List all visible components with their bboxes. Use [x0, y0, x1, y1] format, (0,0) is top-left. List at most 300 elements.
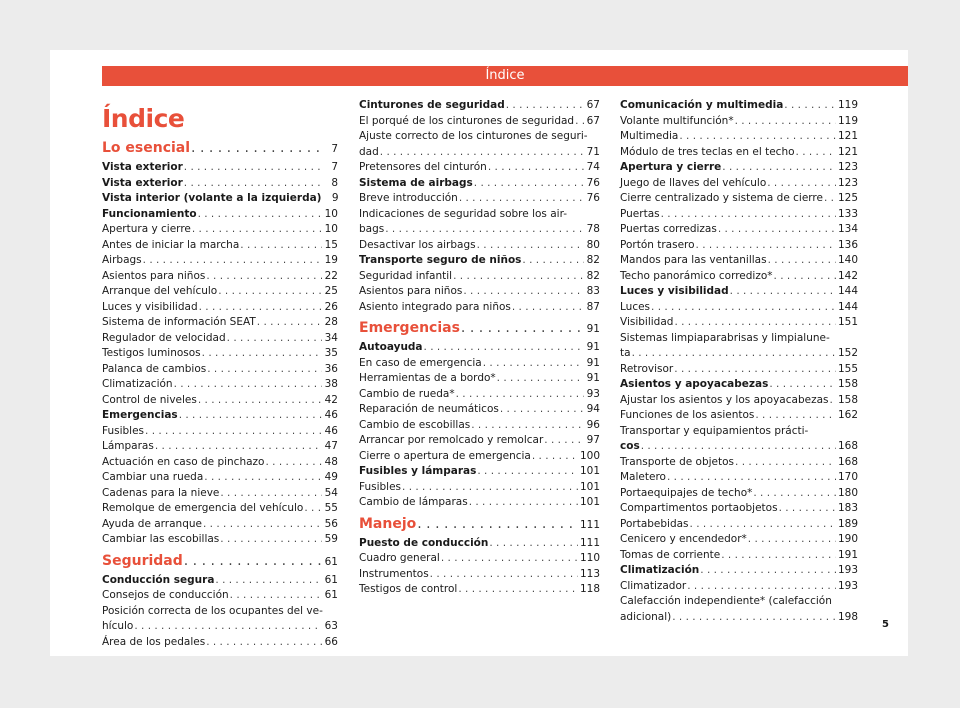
- toc-entry[interactable]: [102, 635, 338, 651]
- toc-entry[interactable]: [359, 433, 600, 449]
- toc-page-number: 183: [837, 502, 858, 514]
- dot-leader: [424, 340, 584, 356]
- toc-page-number: 59: [324, 533, 338, 545]
- toc-entry[interactable]: [620, 114, 858, 130]
- toc-entry[interactable]: [620, 486, 858, 502]
- toc-page-number: 144: [837, 300, 858, 313]
- toc-entry-title: Arrancar por remolcado y remolcar: [359, 434, 544, 446]
- toc-entry-title: Testigos de control: [359, 583, 458, 595]
- toc-entry[interactable]: [359, 418, 600, 434]
- toc-entry-title: Seguridad: [102, 552, 183, 569]
- toc-entry-title: Vista exterior: [102, 176, 183, 189]
- toc-page-number: 136: [837, 238, 858, 251]
- dot-leader: [184, 550, 322, 572]
- toc-page-number: 63: [324, 620, 338, 632]
- toc-entry[interactable]: [359, 284, 600, 300]
- toc-entry[interactable]: [620, 269, 858, 285]
- toc-entry[interactable]: [102, 284, 338, 300]
- toc-page-number: 87: [586, 300, 600, 313]
- dot-leader: [380, 145, 584, 161]
- toc-entry[interactable]: [620, 98, 858, 114]
- toc-entry-title: Climatizador: [620, 579, 687, 592]
- toc-entry-title: Tomas de corriente: [620, 548, 721, 561]
- toc-page-number: 80: [586, 238, 600, 251]
- dot-leader: [632, 346, 836, 362]
- dot-leader: [198, 207, 322, 223]
- toc-entry-title: Luces y visibilidad: [620, 285, 729, 297]
- toc-entry-title: Maletero: [620, 471, 666, 483]
- toc-page-number: 76: [586, 176, 600, 189]
- toc-entry[interactable]: [620, 176, 858, 192]
- toc-page-number: 101: [579, 496, 600, 508]
- toc-entry-title: Apertura y cierre: [102, 223, 191, 235]
- toc-entry[interactable]: [620, 160, 858, 176]
- toc-entry-title: Airbags: [102, 254, 142, 266]
- toc-entry-title: Cambio de lámparas: [359, 496, 468, 508]
- toc-entry[interactable]: [620, 284, 858, 300]
- toc-entry[interactable]: [102, 315, 338, 331]
- toc-entry-title: Visibilidad: [620, 316, 674, 328]
- dot-leader: [700, 563, 836, 579]
- dot-leader: [257, 315, 322, 331]
- dot-leader: [240, 238, 322, 254]
- toc-page-number: 61: [324, 573, 338, 586]
- toc-section[interactable]: [359, 317, 600, 340]
- toc-entry[interactable]: [102, 253, 338, 269]
- toc-entry-title: Volante multifunción*: [620, 114, 734, 127]
- toc-entry-title: Actuación en caso de pinchazo: [102, 455, 265, 468]
- toc-entry-title: Control de niveles: [102, 393, 197, 406]
- toc-entry[interactable]: [102, 222, 338, 238]
- dot-leader: [483, 356, 584, 372]
- dot-leader: [830, 393, 836, 409]
- toc-page-number: 76: [586, 192, 600, 204]
- toc-entry[interactable]: [359, 191, 600, 207]
- toc-entry[interactable]: [102, 160, 338, 176]
- toc-entry[interactable]: [102, 408, 338, 424]
- toc-entry[interactable]: [620, 548, 858, 564]
- toc-page-number: 168: [837, 440, 858, 452]
- toc-section[interactable]: [359, 513, 600, 536]
- toc-entry[interactable]: [359, 371, 600, 387]
- dot-leader: [184, 160, 322, 176]
- dot-leader: [721, 548, 836, 564]
- toc-entry[interactable]: [102, 532, 338, 548]
- toc-entry-title: Mandos para las ventanillas: [620, 254, 767, 266]
- dot-leader: [769, 377, 836, 393]
- toc-entry[interactable]: [359, 300, 600, 316]
- toc-entry[interactable]: [620, 470, 858, 486]
- toc-entry-title: Lámparas: [102, 440, 154, 452]
- toc-entry-title: Instrumentos: [359, 567, 429, 580]
- toc-entry-title: Arranque del vehículo: [102, 285, 218, 297]
- toc-entry-title: Calefacción independiente* (calefacción: [620, 595, 832, 607]
- toc-entry[interactable]: [359, 356, 600, 372]
- toc-entry-title: Climatización: [102, 378, 173, 390]
- toc-entry[interactable]: [359, 114, 600, 130]
- toc-entry[interactable]: [102, 517, 338, 533]
- toc-entry-title: Fusibles y lámparas: [359, 465, 477, 477]
- dot-leader: [191, 137, 322, 159]
- toc-page-number: 36: [324, 362, 338, 375]
- dot-leader: [477, 464, 578, 480]
- dot-leader: [227, 331, 322, 347]
- toc-entry[interactable]: [620, 594, 858, 625]
- dot-leader: [687, 579, 836, 595]
- toc-entry-title: Testigos luminosos: [102, 347, 201, 359]
- toc-page-number: 189: [837, 517, 858, 530]
- toc-entry-title: Seguridad infantil: [359, 269, 453, 282]
- toc-entry-title: Funciones de los asientos: [620, 409, 755, 421]
- toc-entry-title: Emergencias: [359, 320, 460, 336]
- toc-entry[interactable]: [102, 238, 338, 254]
- dot-leader: [220, 532, 322, 548]
- toc-entry[interactable]: [620, 563, 858, 579]
- toc-entry-title: Luces: [620, 300, 651, 313]
- toc-page-number: 162: [837, 409, 858, 421]
- toc-entry-title: Módulo de tres teclas en el techo: [620, 145, 795, 158]
- toc-page-number: 155: [837, 362, 858, 375]
- toc-entry[interactable]: [359, 464, 600, 480]
- toc-entry[interactable]: [359, 495, 600, 511]
- dot-leader: [690, 517, 836, 533]
- toc-page-number: 8: [331, 176, 338, 189]
- toc-entry-title: Cambio de rueda*: [359, 387, 455, 400]
- toc-entry[interactable]: [620, 129, 858, 145]
- toc-entry-title: Vista interior (volante a la izquierda): [102, 192, 322, 204]
- dot-leader: [774, 269, 836, 285]
- toc-page-number: 82: [586, 269, 600, 282]
- toc-entry[interactable]: [359, 238, 600, 254]
- toc-page-number: 193: [837, 579, 858, 592]
- toc-entry[interactable]: [620, 145, 858, 161]
- toc-entry[interactable]: [102, 377, 338, 393]
- toc-page-number: 158: [837, 393, 858, 406]
- dot-leader: [755, 408, 836, 424]
- toc-page-number: 82: [586, 254, 600, 266]
- dot-leader: [174, 377, 322, 393]
- toc-entry-title-cont: ta: [620, 347, 631, 359]
- dot-leader: [651, 300, 836, 316]
- toc-entry[interactable]: [359, 340, 600, 356]
- dot-leader: [768, 253, 836, 269]
- toc-entry[interactable]: [359, 567, 600, 583]
- toc-entry[interactable]: [359, 480, 600, 496]
- toc-entry-title: Ajuste correcto de los cinturones de seguri-: [359, 130, 588, 142]
- toc-entry[interactable]: [102, 346, 338, 362]
- toc-page-number: 67: [586, 99, 600, 111]
- dot-leader: [796, 145, 836, 161]
- toc-entry[interactable]: [102, 573, 338, 589]
- toc-entry[interactable]: [102, 501, 338, 517]
- toc-page-number: 123: [837, 176, 858, 189]
- dot-leader: [469, 495, 578, 511]
- header-bar: Índice: [102, 66, 908, 86]
- dot-leader: [718, 222, 836, 238]
- toc-entry[interactable]: [359, 449, 600, 465]
- toc-section[interactable]: [102, 550, 338, 573]
- toc-page-number: 28: [324, 316, 338, 328]
- toc-entry-title: Asientos y apoyacabezas: [620, 378, 769, 390]
- toc-page-number: 198: [837, 610, 858, 623]
- document-page: [50, 50, 908, 656]
- toc-page-number: 42: [324, 393, 338, 406]
- toc-entry-title: Luces y visibilidad: [102, 300, 198, 313]
- dot-leader: [532, 449, 578, 465]
- toc-entry[interactable]: [620, 424, 858, 455]
- toc-entry[interactable]: [102, 455, 338, 471]
- toc-entry[interactable]: [102, 393, 338, 409]
- dot-leader: [522, 253, 584, 269]
- toc-page-number: 34: [324, 331, 338, 344]
- toc-entry[interactable]: [620, 393, 858, 409]
- toc-entry[interactable]: [620, 222, 858, 238]
- toc-entry-title: Portabebidas: [620, 517, 689, 530]
- toc-entry[interactable]: [102, 300, 338, 316]
- toc-entry-title: Portón trasero: [620, 238, 695, 251]
- toc-page-number: 74: [586, 161, 600, 173]
- toc-entry[interactable]: [620, 362, 858, 378]
- toc-entry[interactable]: [102, 588, 338, 604]
- toc-entry-title: Antes de iniciar la marcha: [102, 238, 240, 251]
- toc-page-number: 67: [586, 114, 600, 127]
- toc-entry[interactable]: [102, 424, 338, 440]
- toc-page-number: 46: [324, 409, 338, 421]
- toc-page-number: 26: [324, 300, 338, 313]
- dot-leader: [184, 176, 322, 192]
- dot-leader: [679, 129, 836, 145]
- toc-entry[interactable]: [620, 579, 858, 595]
- toc-entry[interactable]: [359, 160, 600, 176]
- toc-entry[interactable]: [102, 604, 338, 635]
- dot-leader: [218, 284, 322, 300]
- toc-page-number: 38: [324, 378, 338, 390]
- toc-entry[interactable]: [620, 331, 858, 362]
- toc-entry[interactable]: [102, 362, 338, 378]
- dot-leader: [767, 176, 836, 192]
- toc-entry-title: Transportar y equipamientos prácti-: [620, 424, 809, 437]
- toc-page-number: 121: [837, 130, 858, 142]
- toc-entry-title: Palanca de cambios: [102, 362, 207, 375]
- toc-entry[interactable]: [620, 300, 858, 316]
- toc-entry-title: Cambio de escobillas: [359, 418, 471, 431]
- toc-entry[interactable]: [620, 207, 858, 223]
- toc-entry[interactable]: [102, 331, 338, 347]
- toc-entry-title: Lo esencial: [102, 140, 191, 156]
- toc-entry-title: Área de los pedales: [102, 635, 206, 648]
- toc-entry-title: Indicaciones de seguridad sobre los air-: [359, 207, 568, 220]
- dot-leader: [575, 114, 584, 130]
- toc-entry-title: Sistema de airbags: [359, 176, 473, 189]
- toc-page-number: 55: [324, 502, 338, 514]
- toc-entry[interactable]: [102, 207, 338, 223]
- toc-page-number: 91: [586, 372, 600, 384]
- dot-leader: [155, 439, 322, 455]
- page-title: Índice: [102, 104, 185, 133]
- dot-leader: [304, 501, 322, 517]
- toc-entry-title: Puertas corredizas: [620, 223, 717, 235]
- toc-entry[interactable]: [359, 98, 600, 114]
- toc-entry[interactable]: [359, 402, 600, 418]
- toc-entry-title: Sistema de información SEAT: [102, 316, 256, 328]
- toc-entry-title: Emergencias: [102, 409, 178, 421]
- dot-leader: [735, 114, 836, 130]
- toc-entry-title: Multimedia: [620, 130, 679, 142]
- toc-entry[interactable]: [620, 377, 858, 393]
- toc-page-number: 151: [837, 316, 858, 328]
- toc-page-number: 152: [837, 347, 858, 359]
- toc-page-number: 15: [324, 238, 338, 251]
- toc-page-number: 140: [837, 254, 858, 266]
- dot-leader: [641, 439, 836, 455]
- dot-leader: [459, 191, 584, 207]
- toc-entry-title: Reparación de neumáticos: [359, 403, 499, 415]
- toc-entry-title: Vista exterior: [102, 161, 183, 173]
- toc-entry-title: Cierre o apertura de emergencia: [359, 449, 531, 462]
- toc-entry[interactable]: [359, 176, 600, 192]
- toc-entry[interactable]: [359, 536, 600, 552]
- toc-entry-title: Transporte seguro de niños: [359, 254, 522, 266]
- dot-leader: [143, 253, 322, 269]
- toc-entry[interactable]: [620, 501, 858, 517]
- dot-leader: [674, 315, 836, 331]
- toc-page-number: 54: [324, 486, 338, 499]
- dot-leader: [461, 317, 584, 339]
- toc-entry-title: Cuadro general: [359, 552, 440, 564]
- toc-entry[interactable]: [102, 486, 338, 502]
- toc-column-1: [102, 135, 338, 650]
- dot-leader: [748, 532, 836, 548]
- toc-page-number: 46: [324, 424, 338, 437]
- toc-page-number: 134: [837, 223, 858, 235]
- toc-entry[interactable]: [359, 253, 600, 269]
- toc-entry-title: Posición correcta de los ocupantes del ve-: [102, 604, 323, 617]
- toc-entry[interactable]: [620, 253, 858, 269]
- toc-page-number: 7: [331, 161, 338, 173]
- toc-entry[interactable]: [359, 551, 600, 567]
- dot-leader: [674, 362, 836, 378]
- toc-page-number: 78: [586, 223, 600, 235]
- dot-leader: [753, 486, 836, 502]
- toc-entry-title: Cierre centralizado y sistema de cierre: [620, 192, 823, 204]
- toc-entry[interactable]: [620, 408, 858, 424]
- toc-entry-title: Breve introducción: [359, 192, 458, 204]
- toc-entry-title: Asiento integrado para niños: [359, 300, 511, 313]
- toc-page-number: 25: [324, 285, 338, 297]
- toc-entry-title: Retrovisor: [620, 362, 674, 375]
- toc-page-number: 100: [579, 449, 600, 462]
- toc-page-number: 9: [331, 192, 339, 204]
- toc-entry-title: Consejos de conducción: [102, 589, 229, 601]
- toc-entry[interactable]: [102, 269, 338, 285]
- toc-page-number: 10: [324, 223, 338, 235]
- toc-section[interactable]: [102, 137, 338, 160]
- toc-entry[interactable]: [102, 439, 338, 455]
- toc-entry[interactable]: [102, 191, 338, 207]
- toc-entry[interactable]: [359, 387, 600, 403]
- dot-leader: [206, 635, 322, 651]
- toc-page-number: 121: [837, 145, 858, 158]
- dot-leader: [385, 222, 584, 238]
- dot-leader: [265, 455, 322, 471]
- toc-entry-title: Conducción segura: [102, 573, 215, 586]
- dot-leader: [206, 269, 322, 285]
- toc-entry[interactable]: [359, 129, 600, 160]
- toc-page-number: 118: [579, 583, 600, 595]
- toc-entry[interactable]: [359, 207, 600, 238]
- toc-entry-title-cont: bags: [359, 223, 385, 235]
- dot-leader: [477, 238, 584, 254]
- toc-entry[interactable]: [102, 470, 338, 486]
- dot-leader: [230, 588, 322, 604]
- dot-leader: [500, 402, 584, 418]
- dot-leader: [203, 517, 322, 533]
- toc-page-number: 91: [586, 323, 600, 335]
- toc-page-number: 48: [324, 455, 338, 468]
- toc-page-number: 119: [837, 114, 858, 127]
- dot-leader: [207, 362, 322, 378]
- toc-entry[interactable]: [620, 455, 858, 471]
- toc-entry-title: Desactivar los airbags: [359, 238, 476, 251]
- toc-page-number: 66: [324, 635, 338, 648]
- toc-page-number: 97: [586, 434, 600, 446]
- toc-page-number: 133: [837, 207, 858, 220]
- toc-page-number: 111: [579, 536, 600, 549]
- dot-leader: [463, 284, 584, 300]
- toc-entry[interactable]: [620, 517, 858, 533]
- dot-leader: [179, 408, 322, 424]
- toc-entry-title: Puertas: [620, 207, 660, 220]
- toc-entry-title: Fusibles: [359, 480, 402, 493]
- toc-entry[interactable]: [620, 238, 858, 254]
- toc-page-number: 10: [324, 207, 338, 220]
- toc-entry-title: Ayuda de arranque: [102, 517, 202, 530]
- dot-leader: [471, 418, 584, 434]
- toc-entry[interactable]: [359, 269, 600, 285]
- toc-entry[interactable]: [620, 532, 858, 548]
- toc-page-number: 83: [586, 285, 600, 297]
- toc-page-number: 61: [324, 589, 338, 601]
- toc-entry[interactable]: [359, 582, 600, 598]
- toc-page-number: 142: [837, 269, 858, 282]
- toc-page-number: 61: [324, 555, 338, 568]
- toc-page-number: 190: [837, 533, 858, 545]
- toc-entry[interactable]: [620, 191, 858, 207]
- toc-page-number: 47: [324, 440, 338, 452]
- toc-page-number: 7: [331, 143, 338, 155]
- toc-page-number: 22: [324, 269, 338, 282]
- dot-leader: [506, 98, 584, 114]
- toc-entry-title: Cinturones de seguridad: [359, 99, 505, 111]
- toc-entry-title: Compartimentos portaobjetos: [620, 502, 778, 514]
- page-number: 5: [882, 619, 889, 630]
- toc-entry-title: Fusibles: [102, 424, 145, 437]
- toc-page-number: 35: [324, 347, 338, 359]
- toc-entry[interactable]: [102, 176, 338, 192]
- toc-page-number: 71: [586, 145, 600, 158]
- toc-page-number: 93: [586, 387, 600, 400]
- toc-page-number: 170: [837, 471, 858, 483]
- toc-page-number: 123: [837, 161, 858, 173]
- dot-leader: [667, 470, 836, 486]
- toc-entry[interactable]: [620, 315, 858, 331]
- dot-leader: [204, 470, 322, 486]
- dot-leader: [456, 387, 584, 403]
- toc-entry-title: Regulador de velocidad: [102, 331, 226, 344]
- dot-leader: [402, 480, 578, 496]
- toc-page-number: 94: [586, 403, 600, 415]
- dot-leader: [430, 567, 578, 583]
